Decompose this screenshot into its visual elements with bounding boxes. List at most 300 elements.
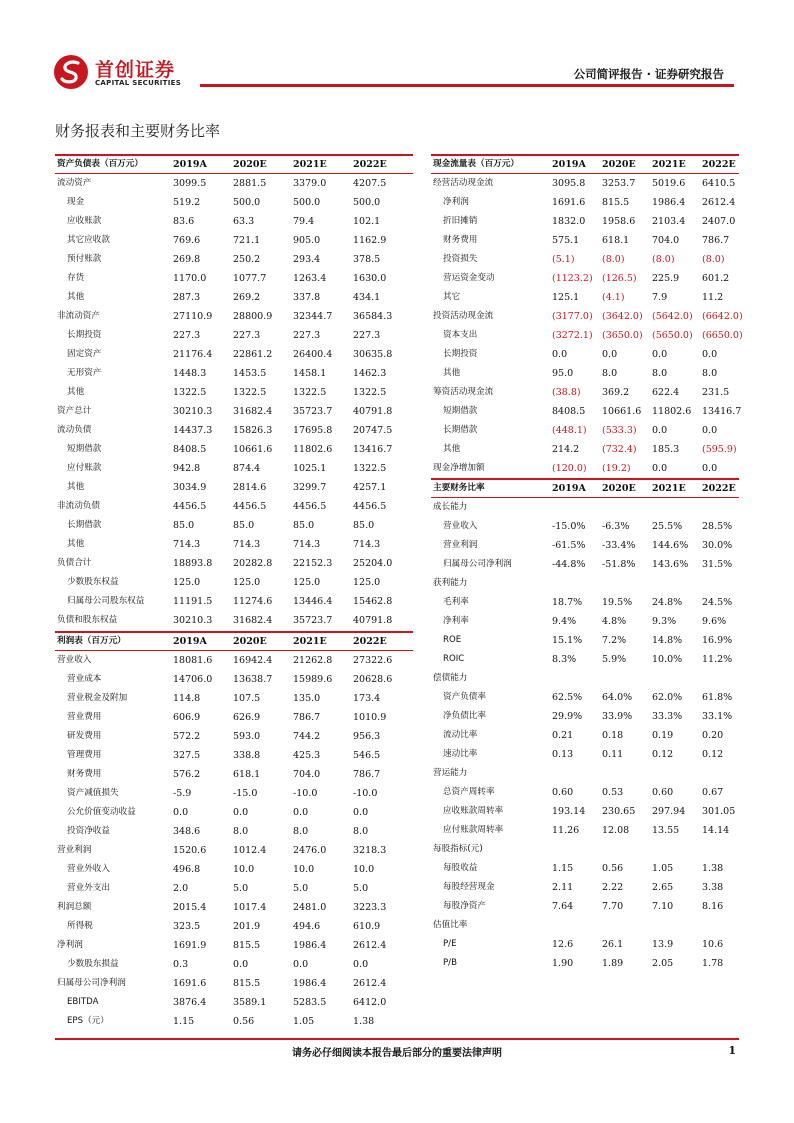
row-label: 营业成本 xyxy=(67,674,102,684)
row-value: 125.1 xyxy=(552,292,580,303)
table-row xyxy=(431,307,743,326)
row-value: 35723.7 xyxy=(293,406,333,417)
row-label: 经营活动现金流 xyxy=(433,178,494,188)
row-label: ROE xyxy=(443,635,462,645)
table-row xyxy=(55,689,413,708)
table-row xyxy=(431,954,739,973)
row-value: 1.38 xyxy=(353,1016,375,1027)
table-row xyxy=(431,650,739,669)
row-label: 负债合计 xyxy=(57,558,92,568)
row-value: (120.0) xyxy=(552,463,587,474)
row-value: 83.6 xyxy=(173,216,195,227)
table-row xyxy=(55,307,413,326)
table-row xyxy=(431,745,739,764)
row-value: 3589.1 xyxy=(233,997,267,1008)
table-row xyxy=(431,174,739,193)
row-value: (8.0) xyxy=(602,254,625,265)
table-row xyxy=(55,898,413,917)
row-value: (8.0) xyxy=(652,254,675,265)
row-value: 434.1 xyxy=(353,292,381,303)
row-value: 0.0 xyxy=(702,349,718,360)
row-value: (533.3) xyxy=(602,425,637,436)
row-value: 0.0 xyxy=(702,425,718,436)
row-value: 1322.5 xyxy=(173,387,207,398)
row-value: 0.0 xyxy=(353,959,369,970)
row-value: 30210.3 xyxy=(173,615,213,626)
row-value: -15.0 xyxy=(233,788,258,799)
row-value: 14.14 xyxy=(702,825,730,836)
row-value: 2.0 xyxy=(173,883,189,894)
row-value: 942.8 xyxy=(173,463,201,474)
row-value: (4.1) xyxy=(602,292,625,303)
row-value: (3272.1) xyxy=(552,330,593,341)
row-value: (19.2) xyxy=(602,463,631,474)
row-label: 归属母公司净利润 xyxy=(57,978,126,988)
page-number: 1 xyxy=(728,1044,736,1057)
table-row xyxy=(431,402,742,421)
table-row xyxy=(55,269,413,288)
table-row xyxy=(55,784,413,803)
row-label: 其他 xyxy=(67,539,85,549)
row-value: 378.5 xyxy=(353,254,381,265)
row-value: 85.0 xyxy=(353,520,375,531)
row-label: 每股经营现金 xyxy=(443,882,495,892)
row-value: 15.1% xyxy=(552,635,583,646)
table-row xyxy=(431,421,739,440)
table-row xyxy=(431,783,739,802)
row-value: 30.0% xyxy=(702,540,733,551)
row-value: 18.7% xyxy=(552,597,583,608)
row-value: 0.0 xyxy=(702,463,718,474)
row-label: 其它应收款 xyxy=(67,235,110,245)
row-value: 8.0 xyxy=(233,826,249,837)
brand-name-en: CAPITAL SECURITIES xyxy=(95,79,182,87)
row-label: 应付账款周转率 xyxy=(443,825,504,835)
row-value: 2881.5 xyxy=(233,178,267,189)
row-value: 227.3 xyxy=(293,330,321,341)
row-value: 193.14 xyxy=(552,806,586,817)
row-value: 575.1 xyxy=(552,235,580,246)
row-value: (732.4) xyxy=(602,444,637,455)
row-value: (8.0) xyxy=(702,254,725,265)
row-label: 净利润 xyxy=(443,197,469,207)
table-row xyxy=(431,498,739,517)
row-value: 0.60 xyxy=(552,787,574,798)
row-value: 293.4 xyxy=(293,254,321,265)
row-value: 107.5 xyxy=(233,693,261,704)
table-title: 资产负债表（百万元） xyxy=(57,159,143,169)
row-value: 3034.9 xyxy=(173,482,207,493)
table-row xyxy=(55,917,413,936)
row-value: 0.60 xyxy=(652,787,674,798)
table-row xyxy=(55,212,413,231)
row-value: 225.9 xyxy=(652,273,680,284)
row-value: 4456.5 xyxy=(353,501,387,512)
row-value: 2.65 xyxy=(652,882,674,893)
row-value: 85.0 xyxy=(173,520,195,531)
row-value: 1012.4 xyxy=(233,845,267,856)
row-value: 40791.8 xyxy=(353,615,393,626)
row-value: 62.5% xyxy=(552,692,583,703)
row-label: 每股指标(元) xyxy=(433,844,483,854)
row-value: 16942.4 xyxy=(233,655,273,666)
row-value: 227.3 xyxy=(353,330,381,341)
row-value: (6650.0) xyxy=(702,330,743,341)
column-header: 2022E xyxy=(353,636,387,647)
row-value: 956.3 xyxy=(353,731,381,742)
table-row xyxy=(55,193,413,212)
row-label: 应收账款 xyxy=(67,216,102,226)
table-row xyxy=(55,250,413,269)
row-value: 1.38 xyxy=(702,863,724,874)
column-header: 2019A xyxy=(173,159,207,170)
row-value: 348.6 xyxy=(173,826,201,837)
row-label: 少数股东权益 xyxy=(67,577,119,587)
row-label: 获利能力 xyxy=(433,578,468,588)
column-header: 2020E xyxy=(233,159,267,170)
row-label: 非流动资产 xyxy=(57,311,100,321)
row-label: 其它 xyxy=(443,292,461,302)
row-value: (6642.0) xyxy=(702,311,743,322)
row-value: 1832.0 xyxy=(552,216,586,227)
row-value: 0.12 xyxy=(702,749,724,760)
row-label: 少数股东损益 xyxy=(67,959,119,969)
row-label: 营业利润 xyxy=(57,845,92,855)
table-row xyxy=(431,669,739,688)
row-value: 337.8 xyxy=(293,292,321,303)
row-label: 长期借款 xyxy=(67,520,102,530)
row-value: (126.5) xyxy=(602,273,637,284)
row-label: 投资净收益 xyxy=(67,826,110,836)
row-value: 7.2% xyxy=(602,635,627,646)
row-value: 2103.4 xyxy=(652,216,686,227)
row-value: 16.9% xyxy=(702,635,733,646)
row-label: 资产减值损失 xyxy=(67,788,119,798)
row-label: 毛利率 xyxy=(443,597,469,607)
row-label: 速动比率 xyxy=(443,749,478,759)
row-value: 0.56 xyxy=(602,863,624,874)
table-row xyxy=(431,193,739,212)
row-value: -15.0% xyxy=(552,521,586,532)
row-label: 营业收入 xyxy=(443,521,478,531)
row-value: (5642.0) xyxy=(652,311,693,322)
row-value: 2814.6 xyxy=(233,482,267,493)
row-label: 无形资产 xyxy=(67,368,102,378)
table-row xyxy=(55,955,413,974)
row-value: 714.3 xyxy=(173,539,201,550)
row-value: 17695.8 xyxy=(293,425,333,436)
row-value: 18081.6 xyxy=(173,655,213,666)
row-value: 1986.4 xyxy=(293,940,327,951)
row-value: 1448.3 xyxy=(173,368,207,379)
row-label: 短期借款 xyxy=(443,406,478,416)
row-value: 3876.4 xyxy=(173,997,207,1008)
row-value: 8.0 xyxy=(353,826,369,837)
row-label: 资产负债率 xyxy=(443,692,486,702)
row-value: 25204.0 xyxy=(353,558,393,569)
table-row xyxy=(431,383,739,402)
row-value: 1010.9 xyxy=(353,712,387,723)
row-value: 13416.7 xyxy=(702,406,742,417)
row-value: 10.0 xyxy=(233,864,255,875)
table-row xyxy=(431,517,739,536)
row-label: ROIC xyxy=(443,654,465,664)
table-row xyxy=(431,250,739,269)
column-header: 2021E xyxy=(293,159,327,170)
row-label: 流动比率 xyxy=(443,730,478,740)
table-row xyxy=(431,269,739,288)
row-value: 62.0% xyxy=(652,692,683,703)
row-label: 其他 xyxy=(67,292,85,302)
row-value: 2481.0 xyxy=(293,902,327,913)
row-value: 500.0 xyxy=(293,197,321,208)
row-value: 31.5% xyxy=(702,559,733,570)
row-label: 其他 xyxy=(443,444,461,454)
row-value: 704.0 xyxy=(652,235,680,246)
table-row xyxy=(431,440,739,459)
row-label: 营业收入 xyxy=(57,655,92,665)
column-header: 2020E xyxy=(602,159,636,170)
row-value: (5.1) xyxy=(552,254,575,265)
row-value: 5.0 xyxy=(353,883,369,894)
table-row xyxy=(55,231,413,250)
row-value: 2.11 xyxy=(552,882,574,893)
row-value: 185.3 xyxy=(652,444,680,455)
row-value: 28.5% xyxy=(702,521,733,532)
row-label: 营业利润 xyxy=(443,540,478,550)
row-value: 79.4 xyxy=(293,216,315,227)
table-row xyxy=(55,708,413,727)
row-label: 营运能力 xyxy=(433,768,468,778)
row-value: 19.5% xyxy=(602,597,633,608)
row-value: 1263.4 xyxy=(293,273,327,284)
row-value: 0.19 xyxy=(652,730,674,741)
row-value: 496.8 xyxy=(173,864,201,875)
table-row xyxy=(431,916,739,935)
row-value: 0.18 xyxy=(602,730,624,741)
table-row xyxy=(55,421,413,440)
row-value: 14437.3 xyxy=(173,425,213,436)
row-label: 净利率 xyxy=(443,616,469,626)
row-label: 归属母公司净利润 xyxy=(443,559,512,569)
row-label: 每股净资产 xyxy=(443,901,486,911)
row-value: 4257.1 xyxy=(353,482,387,493)
row-value: 35723.7 xyxy=(293,615,333,626)
row-value: 9.4% xyxy=(552,616,577,627)
row-value: 1017.4 xyxy=(233,902,267,913)
row-value: (595.9) xyxy=(702,444,737,455)
table-row xyxy=(55,611,413,630)
row-value: 721.1 xyxy=(233,235,261,246)
row-value: 95.0 xyxy=(552,368,574,379)
row-value: 1986.4 xyxy=(652,197,686,208)
row-value: 3.38 xyxy=(702,882,724,893)
row-value: 618.1 xyxy=(602,235,630,246)
row-value: 201.9 xyxy=(233,921,261,932)
row-value: 0.21 xyxy=(552,730,574,741)
row-value: 1322.5 xyxy=(293,387,327,398)
capital-securities-logo-icon xyxy=(53,54,89,90)
row-value: -6.3% xyxy=(602,521,630,532)
table-row xyxy=(431,764,739,783)
row-value: 2612.4 xyxy=(702,197,736,208)
table-row xyxy=(55,765,413,784)
row-value: 31682.4 xyxy=(233,615,273,626)
row-value: 12.08 xyxy=(602,825,630,836)
table-row xyxy=(55,879,413,898)
row-value: 40791.8 xyxy=(353,406,393,417)
row-value: 1691.6 xyxy=(552,197,586,208)
table-row xyxy=(55,402,413,421)
table-row xyxy=(431,288,739,307)
row-value: 2.22 xyxy=(602,882,624,893)
row-value: 815.5 xyxy=(233,940,261,951)
row-value: 519.2 xyxy=(173,197,201,208)
row-value: 874.4 xyxy=(233,463,261,474)
row-label: 公允价值变动收益 xyxy=(67,807,136,817)
row-value: 8408.5 xyxy=(173,444,207,455)
income-statement-table xyxy=(55,631,413,1031)
row-value: (3177.0) xyxy=(552,311,593,322)
row-value: 10661.6 xyxy=(602,406,642,417)
row-value: 905.0 xyxy=(293,235,321,246)
row-label: 所得税 xyxy=(67,921,93,931)
row-value: 0.56 xyxy=(233,1016,255,1027)
row-value: -5.9 xyxy=(173,788,192,799)
row-value: 6410.5 xyxy=(702,178,736,189)
row-label: 管理费用 xyxy=(67,750,102,760)
row-label: 流动负债 xyxy=(57,425,92,435)
row-value: 21262.8 xyxy=(293,655,333,666)
row-value: 22152.3 xyxy=(293,558,333,569)
row-value: 1.15 xyxy=(173,1016,195,1027)
row-value: 1630.0 xyxy=(353,273,387,284)
row-label: 营业外收入 xyxy=(67,864,110,874)
column-header: 2022E xyxy=(702,159,736,170)
row-value: 214.2 xyxy=(552,444,580,455)
row-value: 135.0 xyxy=(293,693,321,704)
row-label: 归属母公司股东权益 xyxy=(67,596,145,606)
row-label: 财务费用 xyxy=(443,235,478,245)
row-value: 10.0% xyxy=(652,654,683,665)
row-value: 227.3 xyxy=(233,330,261,341)
row-value: 576.2 xyxy=(173,769,201,780)
row-value: 606.9 xyxy=(173,712,201,723)
row-value: 7.70 xyxy=(602,901,624,912)
row-value: 714.3 xyxy=(353,539,381,550)
table-row xyxy=(431,345,739,364)
row-value: 610.9 xyxy=(353,921,381,932)
row-label: 长期投资 xyxy=(67,330,102,340)
row-value: 5019.6 xyxy=(652,178,686,189)
row-value: 15462.8 xyxy=(353,596,393,607)
row-value: 744.2 xyxy=(293,731,321,742)
row-value: 29.9% xyxy=(552,711,583,722)
row-value: 1077.7 xyxy=(233,273,267,284)
table-header-row xyxy=(55,154,413,174)
row-value: -61.5% xyxy=(552,540,586,551)
row-value: 3299.7 xyxy=(293,482,327,493)
row-label: 预付账款 xyxy=(67,254,102,264)
row-value: 22861.2 xyxy=(233,349,273,360)
table-row xyxy=(55,1012,413,1031)
table-row xyxy=(55,516,413,535)
row-label: 现金净增加额 xyxy=(433,463,485,473)
row-label: 短期借款 xyxy=(67,444,102,454)
row-value: 3099.5 xyxy=(173,178,207,189)
row-value: 7.9 xyxy=(652,292,668,303)
column-header: 2022E xyxy=(702,483,736,494)
row-value: 4456.5 xyxy=(293,501,327,512)
row-value: (448.1) xyxy=(552,425,587,436)
row-label: 长期投资 xyxy=(443,349,478,359)
row-value: 10.0 xyxy=(293,864,315,875)
table-row xyxy=(431,231,739,250)
table-row xyxy=(55,746,413,765)
row-value: 0.53 xyxy=(602,787,624,798)
row-value: 10.0 xyxy=(353,864,375,875)
row-value: 327.5 xyxy=(173,750,201,761)
row-value: 173.4 xyxy=(353,693,381,704)
table-row xyxy=(55,288,413,307)
header-divider xyxy=(200,84,734,87)
row-value: 8.0 xyxy=(652,368,668,379)
row-value: 1520.6 xyxy=(173,845,207,856)
row-value: 815.5 xyxy=(602,197,630,208)
table-row xyxy=(55,860,413,879)
table-row xyxy=(55,478,413,497)
row-value: 11802.6 xyxy=(293,444,333,455)
row-value: 0.12 xyxy=(652,749,674,760)
column-header: 2020E xyxy=(602,483,636,494)
row-value: 0.0 xyxy=(233,807,249,818)
table-row xyxy=(55,459,413,478)
row-value: 2612.4 xyxy=(353,940,387,951)
table-row xyxy=(431,555,739,574)
table-row xyxy=(431,897,739,916)
row-value: 572.2 xyxy=(173,731,201,742)
row-value: 61.8% xyxy=(702,692,733,703)
row-value: 601.2 xyxy=(702,273,730,284)
table-row xyxy=(55,841,413,860)
row-value: 0.0 xyxy=(233,959,249,970)
table-row xyxy=(55,592,413,611)
row-label: 非流动负债 xyxy=(57,501,100,511)
row-value: 27110.9 xyxy=(173,311,213,322)
row-label: 每股收益 xyxy=(443,863,478,873)
column-header: 2019A xyxy=(552,483,586,494)
table-row xyxy=(55,573,413,592)
row-value: 0.0 xyxy=(173,807,189,818)
row-label: EBITDA xyxy=(67,997,99,1007)
row-value: 64.0% xyxy=(602,692,633,703)
company-logo xyxy=(53,54,213,90)
column-header: 2022E xyxy=(353,159,387,170)
table-row xyxy=(55,364,413,383)
table-row xyxy=(431,726,739,745)
row-value: -33.4% xyxy=(602,540,636,551)
row-value: 287.3 xyxy=(173,292,201,303)
row-value: (3642.0) xyxy=(602,311,643,322)
row-value: 30210.3 xyxy=(173,406,213,417)
row-label: 流动资产 xyxy=(57,178,92,188)
row-value: 3095.8 xyxy=(552,178,586,189)
table-row xyxy=(55,383,413,402)
row-value: 1170.0 xyxy=(173,273,207,284)
row-label: 资产总计 xyxy=(57,406,92,416)
row-value: 125.0 xyxy=(233,577,261,588)
row-value: 1958.6 xyxy=(602,216,636,227)
